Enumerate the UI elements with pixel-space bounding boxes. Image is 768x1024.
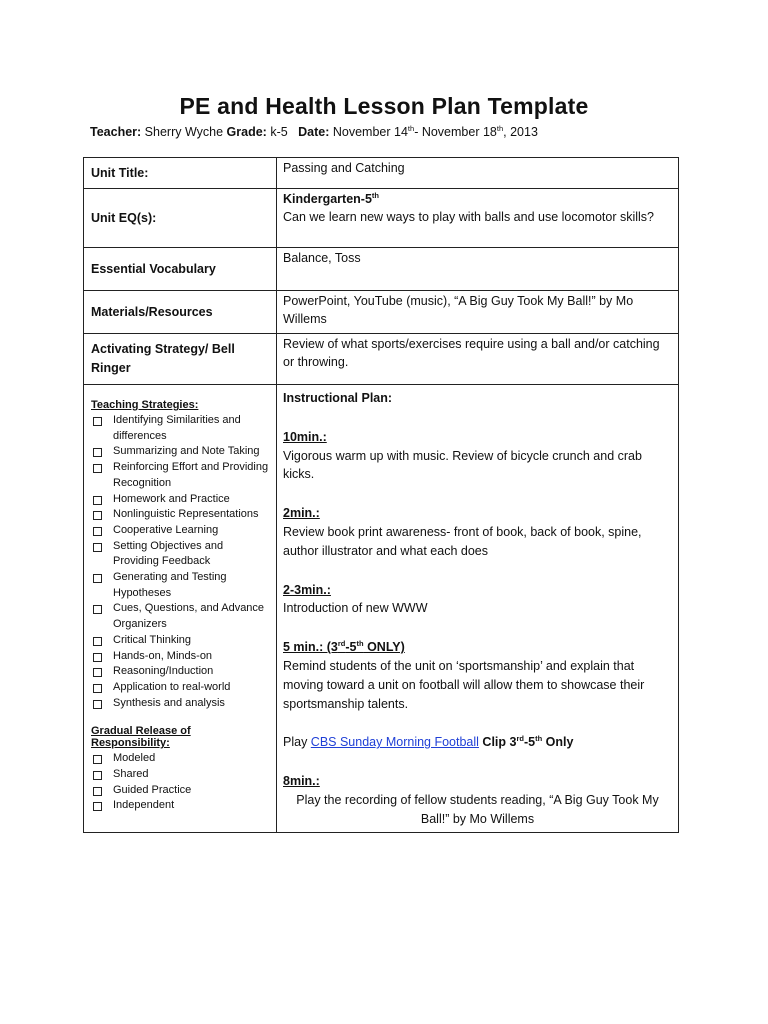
teaching-strategy-label: Setting Objectives and Providing Feedback: [113, 539, 224, 568]
unit-eq-grade: Kindergarten-5: [283, 192, 372, 206]
gradual-release-label: Guided Practice: [113, 783, 192, 796]
teaching-strategy-item: [91, 539, 269, 570]
teaching-strategy-item: [91, 444, 269, 460]
gradual-release-label: Modeled: [113, 752, 156, 765]
unit-eq-value-cell: [277, 189, 679, 248]
row-unit-eq: [84, 189, 679, 248]
materials-label-cell: [84, 291, 277, 334]
materials-label: Materials/Resources: [91, 305, 213, 319]
teaching-strategy-label: Cues, Questions, and Advance Organizers: [113, 602, 265, 631]
date-start: November 14: [332, 125, 408, 139]
teacher-name: Sherry Wyche: [144, 125, 224, 139]
checkbox-icon[interactable]: [93, 448, 102, 457]
row-activating: [84, 334, 679, 385]
teaching-strategy-label: Nonlinguistic Representations: [113, 508, 259, 521]
cbs-sunday-morning-football-link[interactable]: CBS Sunday Morning Football: [310, 735, 479, 750]
instructional-plan-title: Instructional Plan:: [283, 391, 393, 405]
row-strategies-plan: [84, 385, 679, 833]
gradual-release-item: [91, 767, 269, 783]
teaching-strategy-label: Generating and Testing Hypotheses: [113, 571, 227, 599]
plan-block-warmup: [283, 428, 672, 484]
checkbox-icon[interactable]: [93, 496, 102, 505]
row-vocabulary: [84, 248, 679, 291]
teaching-strategy-label: Reasoning/Induction: [113, 665, 214, 678]
grade-value: k-5: [270, 125, 288, 139]
unit-eq-question: Can we learn new ways to play with balls and use locomotor skills?: [283, 210, 655, 224]
activating-label-cell: [84, 334, 277, 385]
unit-eq-label: Unit EQ(s):: [91, 211, 157, 225]
sportsmanship-time: 5 min.: (3rd-5th ONLY): [283, 639, 405, 655]
checkbox-icon[interactable]: [93, 771, 102, 780]
date-year: , 2013: [503, 125, 538, 139]
teacher-label: Teacher:: [90, 125, 142, 139]
teaching-strategy-label: Application to real-world: [113, 680, 231, 693]
www-time: 2-3min.:: [283, 582, 331, 597]
teaching-strategy-item: [91, 633, 269, 649]
cbs-clip-grades: Clip 3rd-5th Only: [478, 734, 574, 750]
recording-time: 8min.:: [283, 774, 320, 789]
vocabulary-label-cell: [84, 248, 277, 291]
checkbox-icon[interactable]: [93, 527, 102, 536]
teaching-strategy-item: [91, 696, 269, 712]
plan-block-sportsmanship: [283, 638, 672, 713]
plan-block-www: [283, 581, 672, 619]
gradual-release-label: Independent: [113, 799, 175, 812]
activating-value-cell: [277, 334, 679, 385]
page-title: PE and Health Lesson Plan Template: [179, 93, 589, 119]
gradual-release-title: Gradual Release of Responsibility:: [91, 725, 191, 750]
teaching-strategy-item: [91, 507, 269, 523]
teaching-strategy-label: Identifying Similarities and differences: [113, 414, 241, 442]
date-end-sup: th: [496, 123, 504, 133]
gradual-release-item: [91, 783, 269, 799]
date-label: Date:: [298, 125, 330, 139]
checkbox-icon[interactable]: [93, 637, 102, 646]
sportsmanship-text: Remind students of the unit on ‘sportsmanship’ and explain that moving toward a unit on football will allow them to showcase their sportsmanship talents.: [283, 658, 645, 711]
teaching-strategies-title: Teaching Strategies:: [91, 399, 199, 411]
checkbox-icon[interactable]: [93, 787, 102, 796]
checkbox-icon[interactable]: [93, 417, 102, 426]
checkbox-icon[interactable]: [93, 684, 102, 693]
vocabulary-value-cell: [277, 248, 679, 291]
vocabulary-value: Balance, Toss: [283, 251, 361, 265]
teaching-strategy-item: [91, 649, 269, 665]
grade-label: Grade:: [226, 125, 267, 139]
date-end: - November 18: [414, 125, 497, 139]
recording-text: Play the recording of fellow students reading, “A Big Guy Took My Ball!” by Mo Willems: [296, 792, 659, 826]
teaching-strategy-label: Critical Thinking: [113, 633, 192, 646]
plan-block-cbs-clip: [283, 733, 672, 752]
teaching-strategy-label: Homework and Practice: [113, 492, 230, 505]
teaching-strategy-item: [91, 492, 269, 508]
materials-value: PowerPoint, YouTube (music), “A Big Guy Took My Ball!” by Mo Willems: [283, 294, 634, 326]
checkbox-icon[interactable]: [93, 543, 102, 552]
gradual-release-list: [91, 751, 269, 814]
checkbox-icon[interactable]: [93, 511, 102, 520]
activating-value: Review of what sports/exercises require using a ball and/or catching or throwing.: [283, 337, 660, 369]
plan-block-print-awareness: [283, 504, 672, 560]
checkbox-icon[interactable]: [93, 700, 102, 709]
unit-title-value: Passing and Catching: [283, 161, 405, 175]
teaching-strategy-item: [91, 664, 269, 680]
activating-label: Activating Strategy/ Bell Ringer: [91, 342, 235, 375]
cbs-clip-prefix: Play: [283, 735, 311, 750]
teaching-strategy-label: Cooperative Learning: [113, 523, 219, 536]
teaching-strategy-label: Reinforcing Effort and Providing Recognition: [113, 461, 269, 489]
lesson-meta-line: [90, 125, 538, 139]
vocabulary-label: Essential Vocabulary: [91, 262, 216, 276]
instructional-plan-cell: [277, 385, 679, 833]
teaching-strategy-label: Synthesis and analysis: [113, 696, 225, 709]
warmup-time: 10min.:: [283, 429, 327, 444]
lesson-plan-table: [83, 157, 679, 833]
checkbox-icon[interactable]: [93, 668, 102, 677]
unit-eq-grade-sup: th: [371, 190, 379, 200]
warmup-text: Vigorous warm up with music. Review of bicycle crunch and crab kicks.: [283, 448, 642, 482]
teaching-strategy-item: [91, 570, 269, 601]
www-text: Introduction of new WWW: [283, 601, 428, 616]
date-start-sup: th: [407, 123, 415, 133]
gradual-release-item: [91, 798, 269, 814]
checkbox-icon[interactable]: [93, 802, 102, 811]
plan-block-recording: [283, 772, 672, 828]
teaching-strategy-label: Summarizing and Note Taking: [113, 445, 260, 458]
strategies-cell: [84, 385, 277, 833]
teaching-strategy-item: [91, 601, 269, 632]
unit-title-value-cell: [277, 158, 679, 189]
unit-title-label: Unit Title:: [91, 166, 149, 180]
unit-title-label-cell: [84, 158, 277, 189]
teaching-strategy-item: [91, 523, 269, 539]
gradual-release-label: Shared: [113, 768, 149, 781]
print-awareness-time: 2min.:: [283, 506, 320, 521]
unit-eq-label-cell: [84, 189, 277, 248]
teaching-strategy-label: Hands-on, Minds-on: [113, 649, 213, 662]
print-awareness-text: Review book print awareness- front of book, back of book, spine, author illustrator and what each does: [283, 524, 642, 558]
checkbox-icon[interactable]: [93, 755, 102, 764]
teaching-strategy-item: [91, 460, 269, 491]
checkbox-icon[interactable]: [93, 605, 102, 614]
checkbox-icon[interactable]: [93, 653, 102, 662]
materials-value-cell: [277, 291, 679, 334]
row-unit-title: [84, 158, 679, 189]
checkbox-icon[interactable]: [93, 574, 102, 583]
checkbox-icon[interactable]: [93, 464, 102, 473]
teaching-strategies-list: [91, 413, 269, 711]
teaching-strategy-item: [91, 413, 269, 444]
gradual-release-item: [91, 751, 269, 767]
row-materials: [84, 291, 679, 334]
teaching-strategy-item: [91, 680, 269, 696]
